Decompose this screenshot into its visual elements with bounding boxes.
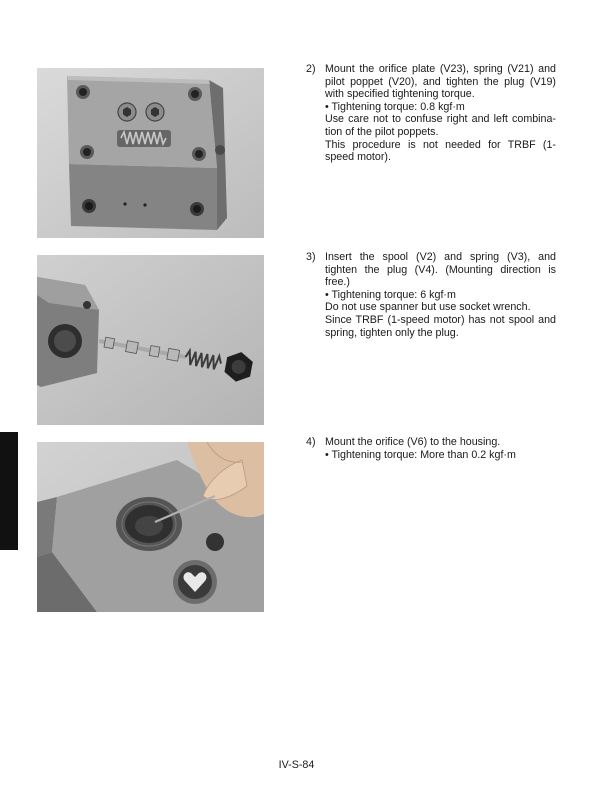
text-line: Since TRBF (1-speed motor) has not spool and xyxy=(325,313,556,326)
text-line: This procedure is not needed for TRBF (1- xyxy=(325,138,556,151)
threaded-bore xyxy=(116,497,182,551)
text-line: tighten the plug (V4). (Mounting direction is xyxy=(325,263,556,276)
text-line: with specified tightening torque. xyxy=(325,88,475,101)
text-line: Mount the orifice (V6) to the housing. xyxy=(325,436,501,448)
text-line: Use care not to confuse right and left combina- xyxy=(325,113,556,126)
photo-spool-and-spring xyxy=(37,255,264,425)
port-hole xyxy=(206,533,224,551)
text-line: Do not use spanner but use socket wrench. xyxy=(325,301,531,314)
text-line: spring, tighten only the plug. xyxy=(325,326,459,339)
photo-pilot-poppet-assembly xyxy=(37,68,264,238)
text-line: free.) xyxy=(325,276,350,289)
step-text xyxy=(325,251,556,339)
plug-with-mark xyxy=(173,560,217,604)
torque-bullet: • Tightening torque: 6 kgf·m xyxy=(325,288,456,301)
torque-bullet: • Tightening torque: 0.8 kgf·m xyxy=(325,100,465,113)
spring-slot xyxy=(117,130,171,147)
text-line: speed motor). xyxy=(325,151,391,164)
text-line: tion of the pilot poppets. xyxy=(325,125,439,138)
text-line: Mount the orifice plate (V23), spring (V21) and xyxy=(325,63,556,75)
step-text xyxy=(325,63,556,164)
text-line: Insert the spool (V2) and spring (V3), and xyxy=(325,251,556,263)
housing-block xyxy=(37,277,99,387)
step-text xyxy=(325,436,556,461)
step-number: 2) xyxy=(306,63,316,75)
text-line: pilot poppet (V20), and tighten the plug (V19) xyxy=(325,75,556,88)
page-number: IV-S-84 xyxy=(278,759,315,771)
torque-bullet: • Tightening torque: More than 0.2 kgf·m xyxy=(325,448,516,461)
step-number: 4) xyxy=(306,436,316,448)
step-number: 3) xyxy=(306,251,316,263)
section-tab xyxy=(0,432,18,550)
photo-mount-orifice xyxy=(37,442,264,612)
